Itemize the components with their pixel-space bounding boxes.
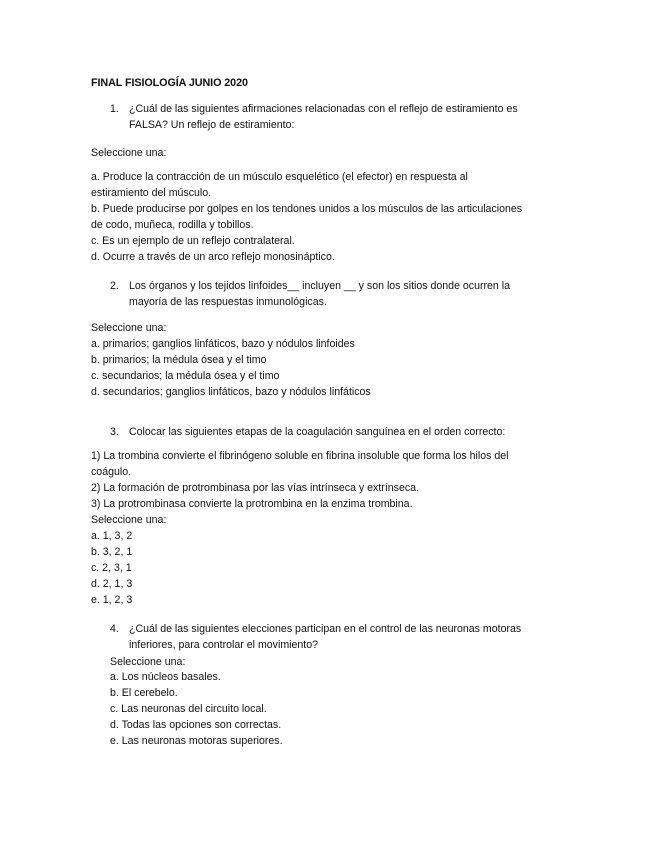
select-prompt: Seleccione una:	[91, 147, 167, 159]
answer-option[interactable]: d. Todas las opciones son correctas.	[110, 719, 282, 731]
answer-option[interactable]: d. Ocurre a través de un arco reflejo monosináptico.	[91, 251, 335, 263]
document-title: FINAL FISIOLOGÍA JUNIO 2020	[91, 77, 248, 89]
answer-option[interactable]: a. Los núcleos basales.	[110, 671, 221, 683]
question-text-line: ¿Cuál de las siguientes afirmaciones relacionadas con el reflejo de estiramiento es	[129, 103, 518, 115]
answer-option[interactable]: b. Puede producirse por golpes en los tendones unidos a los músculos de las articulaciones	[91, 203, 523, 215]
question-number: 3.	[110, 426, 119, 438]
question-number: 1.	[110, 103, 119, 115]
answer-option[interactable]: b. El cerebelo.	[110, 687, 178, 699]
question-number: 2.	[110, 280, 119, 292]
question-text-line: inferiores, para controlar el movimiento?	[129, 639, 319, 651]
question-number: 4.	[110, 623, 119, 635]
question-text-line: mayoría de las respuestas inmunológicas.	[129, 296, 327, 308]
sequence-step: 3) La protrombinasa convierte la protrombina en la enzima trombina.	[91, 498, 413, 510]
answer-option[interactable]: a. 1, 3, 2	[91, 530, 133, 542]
answer-option[interactable]: c. secundarios; la médula ósea y el timo	[91, 370, 280, 382]
answer-option[interactable]: d. secundarios; ganglios linfáticos, bazo y nódulos linfáticos	[91, 386, 371, 398]
sequence-step: 1) La trombina convierte el fibrinógeno soluble en fibrina insoluble que forma los hilos del	[91, 450, 509, 462]
answer-option-continuation: de codo, muñeca, rodilla y tobillos.	[91, 219, 254, 231]
answer-option[interactable]: a. primarios; ganglios linfáticos, bazo y nódulos linfoides	[91, 338, 355, 350]
answer-option[interactable]: e. 1, 2, 3	[91, 594, 133, 606]
select-prompt: Seleccione una:	[91, 514, 167, 526]
answer-option[interactable]: b. primarios; la médula ósea y el timo	[91, 354, 267, 366]
select-prompt: Seleccione una:	[91, 322, 167, 334]
answer-option-continuation: estiramiento del músculo.	[91, 187, 212, 199]
sequence-step: 2) La formación de protrombinasa por las vías intrínseca y extrínseca.	[91, 482, 419, 494]
answer-option[interactable]: b. 3, 2, 1	[91, 546, 133, 558]
sequence-step-continuation: coágulo.	[91, 466, 132, 478]
answer-option[interactable]: e. Las neuronas motoras superiores.	[110, 735, 283, 747]
question-text-line: FALSA? Un reflejo de estiramiento:	[129, 119, 295, 131]
answer-option[interactable]: c. Las neuronas del circuito local.	[110, 703, 267, 715]
answer-option[interactable]: d. 2, 1, 3	[91, 578, 133, 590]
question-text-line: Colocar las siguientes etapas de la coagulación sanguínea en el orden correcto:	[129, 426, 506, 438]
question-text-line: ¿Cuál de las siguientes elecciones participan en el control de las neuronas motoras	[129, 623, 522, 635]
question-text-line: Los órganos y los tejidos linfoides__ incluyen __ y son los sitios donde ocurren la	[129, 280, 511, 292]
answer-option[interactable]: a. Produce la contracción de un músculo esquelético (el efector) en respuesta al	[91, 171, 468, 183]
answer-option[interactable]: c. 2, 3, 1	[91, 562, 132, 574]
select-prompt: Seleccione una:	[110, 656, 186, 668]
answer-option[interactable]: c. Es un ejemplo de un reflejo contralateral.	[91, 235, 295, 247]
